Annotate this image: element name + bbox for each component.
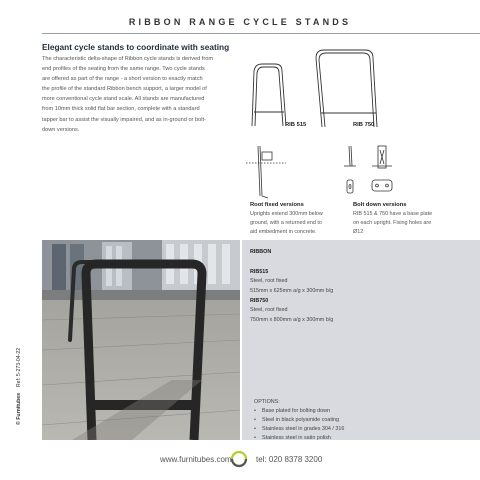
credit-ref: Ref: 5-273-04-22 [16,347,22,388]
credit-brand: © Furnitubes [16,392,22,425]
rib-515-drawing [252,64,286,126]
options-section [254,398,344,443]
spec-rib515 [250,268,333,296]
spec-rib515-dims: 515mm x 625mm a/g x 300mm b/g [250,287,334,294]
spec-rib750 [250,297,333,325]
intro-line: more conventional cycle stand scale. All stands are manufactured [42,96,205,103]
intro-body [42,54,240,135]
base-plate-plans [347,180,392,193]
bolt-down-line: RIB 515 & 750 have a base plate [353,211,433,217]
intro-line: The characteristic delta-shape of Ribbon cycle stands is derived from [42,56,213,62]
header-rule [42,33,480,34]
intro-line: down versions. [42,126,80,133]
intro-line: are offered as part of the range - a short version to exactly match [42,76,203,83]
range-name: RIBBON [250,249,272,255]
spec-rib750-code: RIB750 [250,298,269,304]
root-fixed-line: ground, with a returned end to [250,220,322,227]
bolt-down-title: Bolt down versions [353,202,407,208]
label-rib-750: RIB 750 [353,122,375,128]
root-fixed-line: aid embedment in concrete. [250,229,317,236]
intro-line: tapper bar to assist the visually impaired, and as in-ground or bolt- [42,116,206,123]
bolt-down-drawing [344,146,392,168]
option-item: • Steel in black polyamide coating [254,416,344,425]
intro-line: end profiles of the seating from the same range. Two cycle stands [42,66,205,73]
spec-rib750-fixing: Steel, root fixed [250,307,288,314]
rib-750-drawing [316,50,377,127]
intro-headline: Elegant cycle stands to coordinate with seating [42,42,230,52]
furnitubes-logo-icon [230,450,248,468]
option-item: • Stainless steel in grades 304 / 316 [254,425,344,434]
footer-telephone: tel: 020 8378 3200 [256,455,323,464]
bolt-down-line: Ø12 [353,229,364,236]
options-list [254,407,344,443]
root-fixed-text [250,210,342,238]
page-title: RIBBON RANGE CYCLE STANDS [128,17,352,27]
spec-rib515-fixing: Steel, root fixed [250,278,288,285]
root-fixed-line: Uprights extend 300mm below [250,211,323,217]
root-fixed-title: Root fixed versions [250,202,304,208]
option-item: • Stainless steel in satin polish [254,434,344,443]
side-credit [16,348,22,425]
footer-website[interactable]: www.furnitubes.com [160,455,232,464]
bolt-down-text [353,210,463,238]
intro-line: the profile of the standard Ribbon bench support, a larger model of [42,86,207,93]
option-item: • Base plated for bolting down [254,407,344,416]
label-rib-515: RIB 515 [285,122,307,128]
cycle-stand-photo [42,240,240,440]
bolt-down-line: on each upright. Fixing holes are [353,220,432,227]
options-heading: OPTIONS: [254,399,280,405]
spec-rib515-code: RIB515 [250,269,269,275]
intro-line: from 10mm thick solid flat bar section, complete with a standard [42,106,200,113]
root-fixed-drawing [246,146,286,198]
spec-rib750-dims: 750mm x 800mm a/g x 300mm b/g [250,316,334,323]
